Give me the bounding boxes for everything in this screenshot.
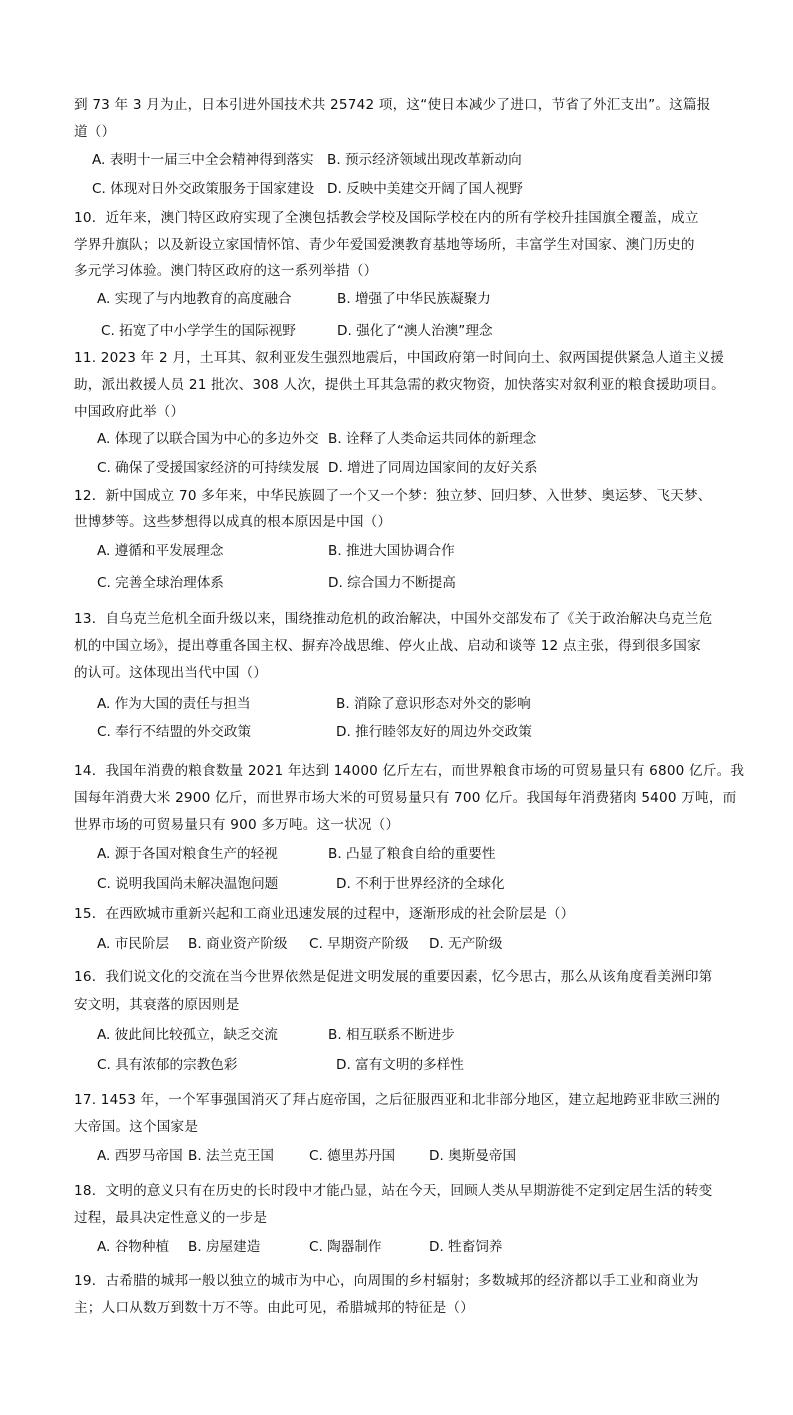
question-9-option-d: D. 反映中美建交开阔了国人视野 [327,181,523,197]
question-18-option-d: D. 牲畜饲养 [429,1239,503,1255]
question-9-option-c: C. 体现对日外交政策服务于国家建设 [92,181,315,197]
question-12-option-d: D. 综合国力不断提高 [328,575,456,591]
question-10-option-b: B. 增强了中华民族凝聚力 [337,291,491,307]
question-12-option-b: B. 推进大国协调合作 [328,543,455,559]
question-12-line-1: 12．新中国成立 70 多年来，中华民族圆了一个又一个梦：独立梦、回归梦、入世梦、奥运梦、飞天梦、 [74,488,712,504]
question-17-line-1: 17. 1453 年，一个军事强国消灭了拜占庭帝国，之后征服西亚和北非部分地区，建立起地跨亚非欧三洲的 [74,1092,720,1108]
question-15-line-1: 15．在西欧城市重新兴起和工商业迅速发展的过程中，逐渐形成的社会阶层是（） [74,906,575,922]
question-9-line-1: 到 73 年 3 月为止，日本引进外国技术共 25742 项，这“使日本减少了进口，节省了外汇支出”。这篇报 [74,97,711,113]
question-18-option-c: C. 陶器制作 [309,1239,382,1255]
question-17-option-d: D. 奥斯曼帝国 [429,1148,517,1164]
question-16-line-2: 安文明，其衰落的原因则是 [74,997,240,1013]
question-15-option-d: D. 无产阶级 [429,936,503,952]
question-14-option-c: C. 说明我国尚未解决温饱问题 [97,876,279,892]
question-12-option-c: C. 完善全球治理体系 [97,575,224,591]
question-16-option-d: D. 富有文明的多样性 [336,1057,464,1073]
question-16-option-b: B. 相互联系不断进步 [328,1027,455,1043]
question-11-line-1: 11. 2023 年 2 月，土耳其、叙利亚发生强烈地震后，中国政府第一时间向土、叙两国提供紧急人道主义援 [74,350,725,366]
question-11-option-c: C. 确保了受援国家经济的可持续发展 [97,460,320,476]
question-13-line-3: 的认可。这体现出当代中国（） [74,665,268,681]
question-13-option-d: D. 推行睦邻友好的周边外交政策 [336,724,532,740]
question-12-line-2: 世博梦等。这些梦想得以成真的根本原因是中国（） [74,514,392,530]
question-10-option-d: D. 强化了“澳人治澳”理念 [337,323,493,339]
question-14-line-3: 世界市场的可贸易量只有 900 多万吨。这一状况（） [74,817,400,833]
question-13-option-a: A. 作为大国的责任与担当 [97,696,251,712]
question-10-line-1: 10．近年来，澳门特区政府实现了全澳包括教会学校及国际学校在内的所有学校升挂国旗全覆盖，成立 [74,210,699,226]
question-11-line-2: 助，派出救援人员 21 批次、308 人次，提供土耳其急需的救灾物资，加快落实对叙利亚的粮食援助项目。 [74,377,725,393]
question-18-option-b: B. 房屋建造 [188,1239,261,1255]
question-14-line-2: 国每年消费大米 2900 亿斤，而世界市场大米的可贸易量只有 700 亿斤。我国每年消费猪肉 5400 万吨，而 [74,790,737,806]
question-16-option-a: A. 彼此间比较孤立，缺乏交流 [97,1027,278,1043]
question-10-option-c: C. 拓宽了中小学学生的国际视野 [101,323,296,339]
question-17-option-a: A. 西罗马帝国 [97,1148,183,1164]
question-14-option-d: D. 不利于世界经济的全球化 [336,876,505,892]
question-18-option-a: A. 谷物种植 [97,1239,170,1255]
question-10-line-2: 学界升旗队；以及新设立家国情怀馆、青少年爱国爱澳教育基地等场所，丰富学生对国家、澳门历史的 [74,237,695,253]
question-11-option-d: D. 增进了同周边国家间的友好关系 [328,460,538,476]
question-15-option-c: C. 早期资产阶级 [309,936,409,952]
question-12-option-a: A. 遵循和平发展理念 [97,543,224,559]
question-13-option-b: B. 消除了意识形态对外交的影响 [336,696,531,712]
question-9-line-2: 道（） [74,124,116,140]
question-13-line-2: 机的中国立场》，提出尊重各国主权、摒弃冷战思维、停火止战、启动和谈等 12 点主张，得到很多国家 [74,638,701,654]
question-19-line-1: 19．古希腊的城邦一般以独立的城市为中心，向周围的乡村辐射；多数城邦的经济都以手工业和商业为 [74,1273,699,1289]
question-14-option-a: A. 源于各国对粮食生产的轻视 [97,846,278,862]
question-17-option-c: C. 德里苏丹国 [309,1148,396,1164]
question-9-option-a: A. 表明十一届三中全会精神得到落实 [92,152,314,168]
question-15-option-b: B. 商业资产阶级 [188,936,288,952]
question-16-option-c: C. 具有浓郁的宗教色彩 [97,1057,238,1073]
question-11-line-3: 中国政府此举（） [74,404,185,420]
question-18-line-1: 18．文明的意义只有在历史的长时段中才能凸显，站在今天，回顾人类从早期游徙不定到定居生活的转变 [74,1183,713,1199]
question-10-line-3: 多元学习体验。澳门特区政府的这一系列举措（） [74,263,378,279]
question-17-line-2: 大帝国。这个国家是 [74,1119,199,1135]
question-14-line-1: 14．我国年消费的粮食数量 2021 年达到 14000 亿斤左右，而世界粮食市场的可贸易量只有 6800 亿斤。我 [74,763,745,779]
question-18-line-2: 过程，最具决定性意义的一步是 [74,1210,268,1226]
question-11-option-a: A. 体现了以联合国为中心的多边外交 [97,431,319,447]
question-13-line-1: 13．自乌克兰危机全面升级以来，围绕推动危机的政治解决，中国外交部发布了《关于政治解决乌克兰危 [74,611,713,627]
question-10-option-a: A. 实现了与内地教育的高度融合 [97,291,292,307]
question-14-option-b: B. 凸显了粮食自给的重要性 [328,846,496,862]
question-17-option-b: B. 法兰克王国 [188,1148,274,1164]
question-11-option-b: B. 诠释了人类命运共同体的新理念 [328,431,537,447]
question-19-line-2: 主；人口从数万到数十万不等。由此可见，希腊城邦的特征是（） [74,1300,475,1316]
question-13-option-c: C. 奉行不结盟的外交政策 [97,724,252,740]
question-15-option-a: A. 市民阶层 [97,936,170,952]
question-9-option-b: B. 预示经济领域出现改革新动向 [327,152,522,168]
question-16-line-1: 16．我们说文化的交流在当今世界依然是促进文明发展的重要因素，忆今思古，那么从该角度看美洲印第 [74,969,713,985]
